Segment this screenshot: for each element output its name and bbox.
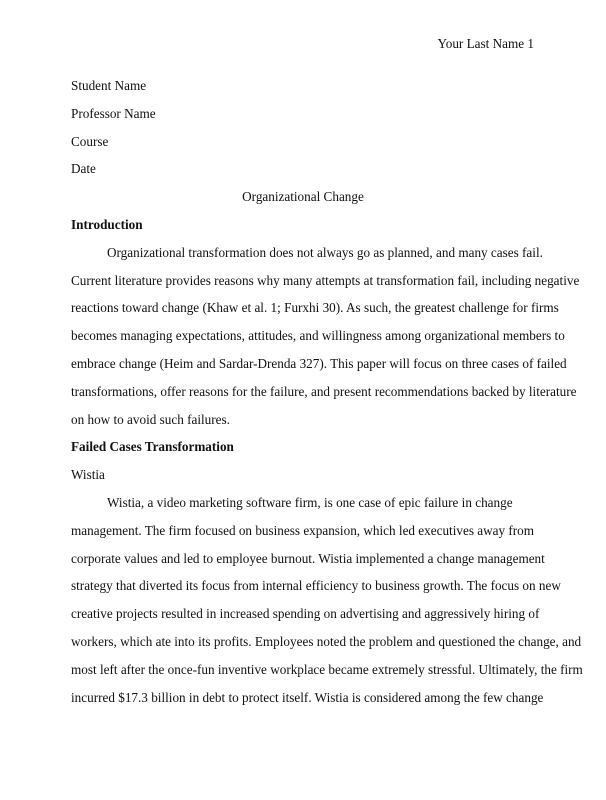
paragraph-line: workers, which ate into its profits. Employees noted the problem and questioned the change, and xyxy=(71,633,582,649)
student-name: Student Name xyxy=(71,78,147,93)
date-line: Date xyxy=(71,161,96,177)
course-name: Course xyxy=(71,133,109,149)
wistia-paragraph xyxy=(71,489,583,711)
paragraph-line: transformations, offer reasons for the failure, and present recommendations backed by literature xyxy=(71,383,577,399)
paragraph-line: embrace change (Heim and Sardar-Drenda 327). This paper will focus on three cases of failed xyxy=(71,355,567,371)
paragraph-line: Current literature provides reasons why many attempts at transformation fail, including negative xyxy=(71,272,580,288)
wistia-subheading: Wistia xyxy=(71,467,105,483)
paragraph-line: strategy that diverted its focus from internal efficiency to business growth. The focus on new xyxy=(71,578,561,594)
failed-cases-heading: Failed Cases Transformation xyxy=(71,439,234,455)
running-head: Your Last Name 1 xyxy=(437,36,534,51)
paragraph-line: reactions toward change (Khaw et al. 1; Furxhi 30). As such, the greatest challenge for firms xyxy=(71,300,559,316)
paragraph-line: Organizational transformation does not always go as planned, and many cases fail. xyxy=(107,244,543,260)
paper-title: Organizational Change xyxy=(242,189,364,205)
professor-name: Professor Name xyxy=(71,105,156,121)
paragraph-line: Wistia, a video marketing software firm, is one case of epic failure in change xyxy=(107,494,513,510)
paragraph-line: on how to avoid such failures. xyxy=(71,411,230,427)
paragraph-line: management. The firm focused on business expansion, which led executives away from xyxy=(71,522,535,538)
document-body xyxy=(71,72,583,711)
paragraph-line: creative projects resulted in increased spending on advertising and aggressively hiring of xyxy=(71,606,540,622)
introduction-heading: Introduction xyxy=(71,216,143,232)
paragraph-line: most left after the once-fun inventive workplace became extremely stressful. Ultimately, the firm xyxy=(71,661,583,677)
paragraph-line: corporate values and led to employee burnout. Wistia implemented a change management xyxy=(71,550,545,566)
paragraph-line: becomes managing expectations, attitudes, and willingness among organizational members to xyxy=(71,328,565,344)
paragraph-line: incurred $17.3 billion in debt to protect itself. Wistia is considered among the few change xyxy=(71,689,544,705)
introduction-paragraph xyxy=(71,239,580,434)
